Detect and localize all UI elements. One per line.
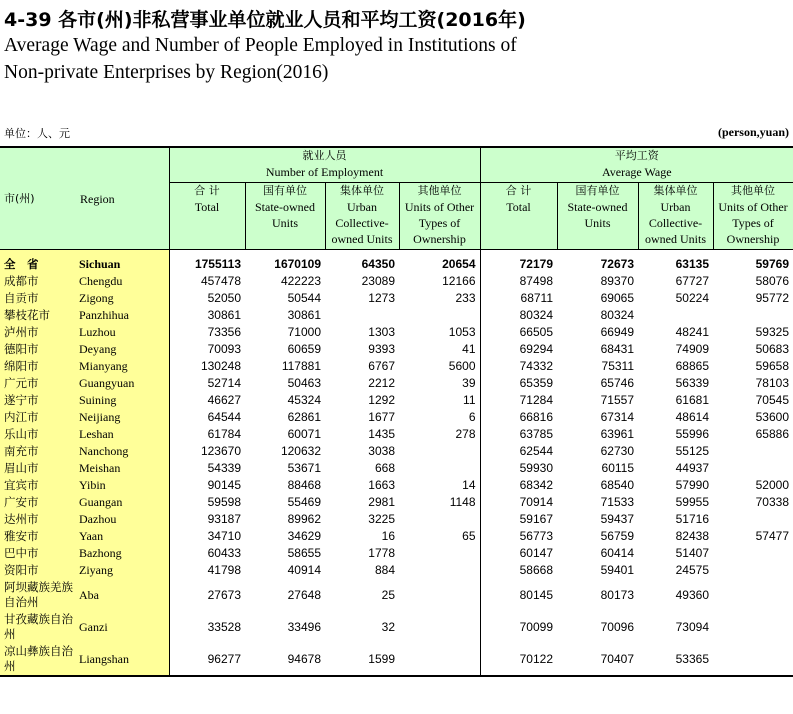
data-cell [638,307,713,324]
region-name-chinese: 广安市 [0,494,76,511]
header-sub-employment-0: 合 计 Total [169,183,245,250]
data-cell: 24575 [675,563,709,577]
data-cell: 12166 [399,273,480,290]
data-cell: 1292 [368,393,395,407]
region-name-chinese: 达州市 [0,511,76,528]
region-name-chinese: 甘孜藏族自治州 [0,611,76,643]
data-cell: 2212 [368,376,395,390]
data-cell: 41798 [207,563,241,577]
data-cell: 60071 [287,427,321,441]
region-name-chinese: 凉山彝族自治州 [0,643,76,676]
data-cell [713,460,793,477]
region-name-english: Leshan [76,426,169,443]
data-cell: 45324 [287,393,321,407]
table-row [0,579,793,611]
data-cell: 63785 [519,427,553,441]
region-name-chinese: 全 省 [0,250,76,274]
table-row [0,324,793,341]
data-cell: 16 [381,529,395,543]
data-cell: 71557 [600,393,634,407]
data-cell: 60433 [207,546,241,560]
table-row [0,562,793,579]
data-cell: 52000 [755,478,789,492]
region-name-chinese: 德阳市 [0,341,76,358]
data-cell: 80173 [600,587,634,602]
data-cell [399,307,480,324]
data-cell: 71284 [519,393,553,407]
data-cell: 53600 [755,410,789,424]
data-cell: 88468 [287,478,321,492]
data-cell: 61784 [207,427,241,441]
header-sub-wage-3: 其他单位 Units of Other Types of Ownership [713,183,793,250]
region-name-chinese: 雅安市 [0,528,76,545]
region-name-english: Chengdu [76,273,169,290]
data-cell: 30861 [207,308,241,322]
data-cell: 58655 [287,546,321,560]
data-cell: 65359 [519,376,553,390]
data-cell: 53365 [638,643,713,676]
data-cell: 70099 [519,619,553,634]
data-cell: 64544 [207,410,241,424]
data-cell: 50544 [287,291,321,305]
data-cell [399,545,480,562]
table-row [0,511,793,528]
data-cell: 71000 [287,325,321,339]
data-cell: 59167 [519,512,553,526]
data-cell: 44937 [675,461,709,475]
region-name-chinese: 内江市 [0,409,76,426]
region-name-english: Ziyang [76,562,169,579]
data-cell: 80324 [600,308,634,322]
data-cell: 70096 [600,619,634,634]
data-cell: 67314 [600,410,634,424]
data-cell: 63135 [675,257,709,271]
page-title-chinese: 4-39 各市(州)非私营事业单位就业人员和平均工资(2016年) [4,9,526,31]
header-city: 市(州) [0,148,76,250]
table-row [0,392,793,409]
header-sub-wage-0: 合 计 Total [480,183,557,250]
data-cell: 41 [399,341,480,358]
data-cell: 69065 [600,291,634,305]
data-cell [713,643,793,676]
table-row [0,409,793,426]
data-cell: 66949 [600,325,634,339]
region-name-english: Sichuan [76,250,169,274]
data-cell: 1677 [368,410,395,424]
data-cell: 1778 [368,546,395,560]
region-name-chinese: 攀枝花市 [0,307,76,324]
data-cell: 95772 [755,291,789,305]
data-cell: 59769 [755,257,789,271]
data-cell: 62730 [600,444,634,458]
data-cell: 64350 [361,257,395,271]
data-cell [399,579,480,611]
data-cell: 32 [381,619,395,634]
unit-label-chinese: 单位：人、元 [4,127,70,140]
data-cell: 55469 [287,495,321,509]
data-cell: 11 [399,392,480,409]
data-cell: 117881 [281,359,321,373]
data-cell: 71533 [600,495,634,509]
data-cell: 56339 [675,376,709,390]
page-title-english-line1: Average Wage and Number of People Employed in Institutions of [4,35,517,56]
data-cell: 78103 [755,376,789,390]
data-cell: 60147 [519,546,553,560]
data-cell: 73356 [207,325,241,339]
data-cell: 1670109 [274,257,321,271]
data-cell: 68540 [600,478,634,492]
data-cell: 57477 [755,529,789,543]
header-sub-wage-1: 国有单位 State-owned Units [557,183,638,250]
region-name-chinese: 乐山市 [0,426,76,443]
data-cell: 46627 [207,393,241,407]
data-cell: 33496 [287,619,321,634]
header-region: Region [76,148,169,250]
data-cell [713,545,793,562]
data-cell [399,511,480,528]
data-cell: 27673 [207,587,241,602]
data-cell: 59325 [755,325,789,339]
data-cell: 34710 [207,529,241,543]
data-cell: 278 [399,426,480,443]
region-name-chinese: 绵阳市 [0,358,76,375]
table-row [0,643,793,676]
data-cell: 34629 [287,529,321,543]
header-employment-group: 就业人员 Number of Employment [169,148,480,183]
data-cell: 66505 [519,325,553,339]
data-cell: 60659 [287,342,321,356]
region-name-english: Aba [76,579,169,611]
data-cell: 457478 [200,274,241,288]
data-cell: 1053 [399,324,480,341]
data-cell [713,579,793,611]
region-name-english: Ganzi [76,611,169,643]
header-sub-employment-3: 其他单位 Units of Other Types of Ownership [399,183,480,250]
data-cell: 94678 [245,643,325,676]
data-cell: 58076 [755,274,789,288]
data-cell [713,443,793,460]
region-name-english: Guangyuan [76,375,169,392]
data-cell: 72673 [600,257,634,271]
region-name-english: Suining [76,392,169,409]
region-name-chinese: 资阳市 [0,562,76,579]
data-cell [399,643,480,676]
data-cell [399,562,480,579]
data-cell: 422223 [280,274,321,288]
data-cell [399,611,480,643]
data-cell: 59401 [600,563,634,577]
data-cell [713,511,793,528]
data-cell: 69294 [519,342,553,356]
table-row [0,307,793,324]
data-cell: 55996 [675,427,709,441]
data-cell: 55125 [675,444,709,458]
data-cell: 65746 [600,376,634,390]
data-cell: 884 [374,563,395,577]
data-cell: 33528 [207,619,241,634]
data-cell: 59930 [519,461,553,475]
data-cell: 62861 [287,410,321,424]
header-sub-wage-2: 集体单位 Urban Collective-owned Units [638,183,713,250]
data-cell: 668 [374,461,395,475]
data-cell: 68711 [520,291,553,305]
data-cell [713,562,793,579]
data-cell: 59598 [207,495,241,509]
data-cell: 62544 [519,444,553,458]
data-cell: 6767 [368,359,395,373]
data-cell: 87498 [519,274,553,288]
data-cell: 96277 [169,643,245,676]
region-name-english: Guangan [76,494,169,511]
data-cell: 54339 [207,461,241,475]
table-row [0,443,793,460]
data-cell: 40914 [287,563,321,577]
table-row [0,341,793,358]
data-cell: 70122 [480,643,557,676]
region-name-chinese: 阿坝藏族羌族自治州 [0,579,76,611]
data-cell: 1303 [368,325,395,339]
data-cell: 9393 [368,342,395,356]
region-name-english: Dazhou [76,511,169,528]
table-row [0,611,793,643]
data-cell: 70093 [207,342,241,356]
table-row [0,426,793,443]
region-name-english: Luzhou [76,324,169,341]
data-cell: 1599 [325,643,399,676]
data-cell: 3038 [368,444,395,458]
table-row [0,528,793,545]
data-cell: 80145 [519,587,553,602]
data-cell: 48241 [675,325,709,339]
data-cell: 73094 [675,619,709,634]
data-cell: 72179 [519,257,553,271]
data-cell: 63961 [600,427,634,441]
data-cell: 50224 [675,291,709,305]
data-cell: 68431 [600,342,634,356]
data-cell: 59437 [600,512,634,526]
data-cell: 65 [399,528,480,545]
region-name-english: Zigong [76,290,169,307]
data-cell: 57990 [675,478,709,492]
table-body [0,250,793,677]
data-cell: 59658 [755,359,789,373]
data-cell: 233 [399,290,480,307]
data-cell: 80324 [519,308,553,322]
data-cell [713,307,793,324]
data-cell: 6 [399,409,480,426]
region-name-english: Panzhihua [76,307,169,324]
data-cell: 70545 [755,393,789,407]
wage-employment-table [0,148,793,677]
data-cell: 67727 [675,274,709,288]
data-cell: 20654 [399,250,480,274]
region-name-chinese: 南充市 [0,443,76,460]
data-cell: 3225 [368,512,395,526]
data-cell: 130248 [200,359,241,373]
unit-label-english: (person,yuan) [717,125,789,139]
data-cell: 93187 [207,512,241,526]
data-cell: 2981 [368,495,395,509]
table-row [0,250,793,274]
header-sub-employment-1: 国有单位 State-owned Units [245,183,325,250]
region-name-english: Meishan [76,460,169,477]
region-name-chinese: 遂宁市 [0,392,76,409]
data-cell: 1148 [399,494,480,511]
data-cell: 74909 [675,342,709,356]
data-cell: 49360 [675,587,709,602]
data-cell: 90145 [207,478,241,492]
data-cell: 1435 [368,427,395,441]
data-cell: 59955 [675,495,709,509]
data-cell: 60414 [600,546,634,560]
region-name-chinese: 成都市 [0,273,76,290]
data-cell: 120632 [280,444,321,458]
data-cell: 51407 [675,546,709,560]
table-row [0,477,793,494]
region-name-chinese: 广元市 [0,375,76,392]
data-cell: 30861 [287,308,321,322]
region-name-english: Neijiang [76,409,169,426]
data-cell: 70914 [519,495,553,509]
region-name-chinese: 巴中市 [0,545,76,562]
data-cell [713,611,793,643]
data-cell: 68865 [675,359,709,373]
data-cell: 1663 [368,478,395,492]
data-cell: 53671 [287,461,321,475]
table-row [0,290,793,307]
data-cell: 75311 [601,359,634,373]
data-table-container [0,146,793,677]
data-cell [399,460,480,477]
data-cell: 82438 [675,529,709,543]
header-wage-group: 平均工资 Average Wage [480,148,793,183]
data-cell: 123670 [200,444,241,458]
table-row [0,358,793,375]
data-cell: 68342 [519,478,553,492]
region-name-english: Bazhong [76,545,169,562]
data-cell: 25 [381,587,395,602]
region-name-english: Deyang [76,341,169,358]
table-row [0,494,793,511]
region-name-english: Yibin [76,477,169,494]
data-cell [325,307,399,324]
data-cell: 66816 [519,410,553,424]
data-cell: 60115 [601,461,634,475]
table-row [0,375,793,392]
page-title-english-line2: Non-private Enterprises by Region(2016) [4,62,329,83]
data-cell: 58668 [519,563,553,577]
region-name-english: Mianyang [76,358,169,375]
data-cell: 52714 [207,376,241,390]
table-header [0,148,793,250]
region-name-chinese: 眉山市 [0,460,76,477]
data-cell: 14 [399,477,480,494]
region-name-chinese: 自贡市 [0,290,76,307]
data-cell: 89370 [600,274,634,288]
data-cell: 39 [399,375,480,392]
region-name-english: Yaan [76,528,169,545]
data-cell: 56773 [519,529,553,543]
data-cell: 23089 [361,274,395,288]
data-cell: 51716 [675,512,709,526]
data-cell: 56759 [600,529,634,543]
region-name-chinese: 宜宾市 [0,477,76,494]
header-sub-employment-2: 集体单位 Urban Collective-owned Units [325,183,399,250]
data-cell: 1755113 [194,257,241,271]
data-cell: 50463 [287,376,321,390]
data-cell: 5600 [399,358,480,375]
data-cell: 61681 [675,393,709,407]
data-cell: 48614 [675,410,709,424]
region-name-english: Liangshan [76,643,169,676]
data-cell: 52050 [207,291,241,305]
data-cell: 1273 [368,291,395,305]
table-row [0,273,793,290]
data-cell: 70338 [755,495,789,509]
table-row [0,545,793,562]
region-name-chinese: 泸州市 [0,324,76,341]
data-cell: 65886 [755,427,789,441]
data-cell: 70407 [557,643,638,676]
data-cell: 74332 [519,359,553,373]
table-row [0,460,793,477]
data-cell: 27648 [287,587,321,602]
data-cell: 50683 [755,342,789,356]
data-cell [399,443,480,460]
region-name-english: Nanchong [76,443,169,460]
data-cell: 89962 [287,512,321,526]
